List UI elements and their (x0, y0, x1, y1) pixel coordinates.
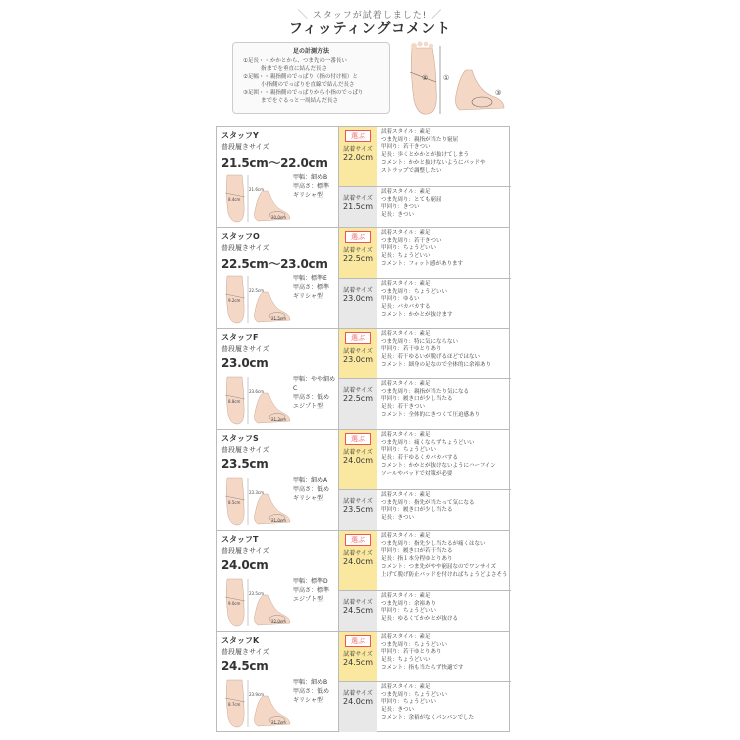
fitting-row (339, 430, 511, 490)
selected-size-cell (339, 632, 377, 681)
selected-size-cell (339, 531, 377, 590)
tried-size-label: 試着サイズ (343, 550, 373, 557)
foot-width: 甲幅：やや細めC (293, 376, 336, 392)
staff-section (216, 429, 510, 530)
pick-badge: 選ぶ (345, 534, 371, 546)
fitting-row (339, 379, 511, 429)
tried-size-cell (339, 187, 377, 227)
slash-left-icon: ＼ (297, 10, 309, 21)
tried-size-value: 23.5cm (342, 505, 373, 514)
staff-name: スタッフY (221, 131, 259, 140)
foot-type (293, 476, 329, 503)
tried-size-value: 24.0cm (342, 697, 373, 706)
foot-height: 甲高さ：標準 (293, 284, 330, 291)
fitting-comment: 試着スタイル：素足 つま先周り：ちょうどいい 甲回り：ちょうどいい 足長：きつい コメント：余裕がなくパンパンでした (381, 684, 475, 721)
foot-measurement-icon (221, 676, 291, 730)
measurement-guide (232, 40, 508, 120)
foot-type (293, 274, 329, 301)
measure-line: ①足長・・かかとから、つま先の一番長い (243, 58, 347, 64)
measure-line: までをぐるっと一周結んだ長さ (261, 98, 339, 104)
fitting-comment: 試着スタイル：素足 つま先周り：ちょうどいい 甲回り：若干ゆとりあり 足長：ちょうどいい コメント：指も当たらず快適です (381, 634, 464, 671)
foot-type (293, 678, 329, 705)
tried-size-value: 24.0cm (342, 456, 373, 465)
tried-size-value: 23.0cm (342, 355, 373, 364)
tried-size-label: 試着サイズ (343, 195, 373, 202)
selected-size-cell (339, 329, 377, 378)
tried-size-value: 24.5cm (342, 606, 373, 615)
foot-height: 甲高さ：低め (293, 486, 330, 493)
usual-size-label: 普段履きサイズ (221, 244, 270, 252)
slash-right-icon: ／ (431, 10, 443, 21)
fitting-row (339, 187, 511, 227)
width-dim: 8.4cm (228, 197, 241, 202)
fitting-row (339, 127, 511, 187)
tried-size-value: 22.5cm (342, 254, 373, 263)
girth-dim: 21.7cm (271, 720, 287, 725)
staff-profile (217, 329, 339, 429)
length-dim: 22.5cm (249, 288, 265, 293)
tried-size-cell (339, 279, 377, 328)
fitting-row (339, 591, 511, 631)
usual-size-label: 普段履きサイズ (221, 446, 270, 454)
foot-shape: ギリシャ型 (293, 495, 323, 502)
fitting-results (339, 329, 511, 429)
page-header (0, 0, 740, 40)
fitting-row (339, 228, 511, 279)
fitting-results (339, 127, 511, 227)
foot-measurement-icon (221, 373, 291, 427)
selected-size-cell (339, 430, 377, 489)
width-dim: 8.5cm (228, 500, 241, 505)
length-dim: 23.6cm (249, 389, 265, 394)
tried-size-label: 試着サイズ (343, 599, 373, 606)
fitting-results (339, 531, 511, 631)
measurement-title: 足の計測方法 (292, 48, 329, 55)
foot-height: 甲高さ：標準 (293, 183, 330, 190)
fitting-comment: 試着スタイル：素足 つま先周り：親指が当たり気になる 甲回り：履き口が少し当たる 足長：若干きつい コメント：全体的にきつくて圧迫感あり (381, 381, 481, 418)
measure-line: ②足幅・・親指側のでっぱり（指の付け根）と (243, 74, 358, 80)
foot-type (293, 173, 329, 200)
foot-width: 甲幅：細めB (293, 174, 328, 181)
pick-badge: 選ぶ (345, 231, 371, 243)
usual-size-label: 普段履きサイズ (221, 345, 270, 353)
length-dim: 23.5cm (249, 591, 265, 596)
tried-size-label: 試着サイズ (343, 146, 373, 153)
measure-line: 指までを垂直に結んだ長さ (261, 66, 328, 72)
width-dim: 8.8cm (228, 399, 241, 404)
tried-size-cell (339, 591, 377, 631)
pick-badge: 選ぶ (345, 130, 371, 142)
pick-badge: 選ぶ (345, 332, 371, 344)
tried-size-label: 試着サイズ (343, 348, 373, 355)
pick-badge: 選ぶ (345, 433, 371, 445)
staff-profile (217, 228, 339, 328)
usual-size-label: 普段履きサイズ (221, 547, 270, 555)
usual-size-value: 21.5cm〜22.0cm (221, 156, 328, 170)
header-subtitle: ＼ スタッフが試着しました! ／ (0, 6, 740, 21)
fitting-comment: 試着スタイル：素足 つま先周り：若干きつい 甲回り：ちょうどいい 足長：ちょうどいい コメント：フィット感があります (381, 230, 464, 267)
fitting-comment: 試着スタイル：素足 つま先周り：ちょうどいい 甲回り：ゆるい 足長：パカパカする コメント：かかとが抜けます (381, 281, 453, 318)
staff-name: スタッフK (221, 636, 260, 645)
usual-size-value: 24.0cm (221, 558, 269, 572)
fitting-table (216, 126, 510, 732)
staff-section (216, 227, 510, 328)
fitting-results (339, 430, 511, 530)
measure-line: 小指側のでっぱりを直線で結んだ長さ (261, 82, 355, 88)
staff-name: スタッフF (221, 333, 259, 342)
foot-type (293, 577, 329, 604)
foot-shape: ギリシャ型 (293, 293, 323, 300)
tried-size-label: 試着サイズ (343, 651, 373, 658)
usual-size-label: 普段履きサイズ (221, 648, 270, 656)
pick-badge: 選ぶ (345, 635, 371, 647)
girth-dim: 21.3cm (271, 417, 287, 422)
width-dim: 9.0cm (228, 601, 241, 606)
fitting-results (339, 228, 511, 328)
foot-height: 甲高さ：低め (293, 394, 330, 401)
staff-name: スタッフT (221, 535, 259, 544)
foot-diagram-icon (400, 40, 508, 120)
staff-profile (217, 632, 339, 731)
width-dim: 9.2cm (228, 298, 241, 303)
foot-measurement-icon (221, 171, 291, 225)
tried-size-value: 23.0cm (342, 294, 373, 303)
fitting-row (339, 279, 511, 328)
foot-height: 甲高さ：低め (293, 688, 330, 695)
usual-size-value: 23.0cm (221, 356, 269, 370)
fitting-comment: 試着スタイル：素足 つま先周り：痛くならずちょうどいい 甲回り：ちょうどいい 足長：若干ゆるくカパカパする コメント：かかとが抜けないようにハーフイン ソールやパッドで対策が必要 (381, 432, 496, 477)
tried-size-value: 24.5cm (342, 658, 373, 667)
tried-size-label: 試着サイズ (343, 247, 373, 254)
foot-measurement-icon (221, 575, 291, 629)
girth-dim: 21.5cm (271, 316, 287, 321)
tried-size-label: 試着サイズ (343, 449, 373, 456)
mark-2: ② (422, 74, 429, 82)
fitting-row (339, 632, 511, 682)
fitting-row (339, 682, 511, 732)
length-dim: 21.6cm (249, 187, 265, 192)
fitting-row (339, 490, 511, 530)
measure-line: ③足囲・・親指側のでっぱりから小指のでっぱり (243, 90, 364, 96)
selected-size-cell (339, 228, 377, 278)
tried-size-label: 試着サイズ (343, 387, 373, 394)
fitting-comment: 試着スタイル：素足 つま先周り：特に気にならない 甲回り：若干ゆとりあり 足長：若干ゆるいが脱げるほどではない コメント：細身の足なので全体的に余裕あり (381, 331, 492, 368)
foot-shape: エジプト型 (293, 403, 324, 410)
tried-size-cell (339, 490, 377, 530)
mark-3: ③ (495, 89, 502, 97)
usual-size-value: 23.5cm (221, 457, 269, 471)
fitting-row (339, 531, 511, 591)
tried-size-label: 試着サイズ (343, 287, 373, 294)
girth-dim: 20.0cm (271, 215, 287, 220)
fitting-comment: 試着スタイル：素足 つま先周り：指先少し当たるが痛くはない 甲回り：履き口が若干当たる 足長：指１本分程ゆとりあり コメント：つま先がやや窮屈なのでワンサイズ 上げて脱げ防止パッドを付ければちょうどよさそう (381, 533, 508, 578)
staff-section (216, 328, 510, 429)
tried-size-value: 22.5cm (342, 394, 373, 403)
foot-type (293, 375, 338, 411)
staff-section (216, 530, 510, 631)
usual-size-label: 普段履きサイズ (221, 143, 270, 151)
foot-shape: ギリシャ型 (293, 697, 323, 704)
foot-measurement-icon (221, 474, 291, 528)
fitting-results (339, 632, 511, 731)
staff-section (216, 631, 510, 732)
foot-width: 甲幅：細めB (293, 679, 328, 686)
measurement-instructions (232, 42, 390, 114)
foot-shape: エジプト型 (293, 596, 324, 603)
foot-width: 甲幅：標準E (293, 275, 327, 282)
page-title: フィッティングコメント (288, 21, 452, 37)
fitting-comment: 試着スタイル：素足 つま先周り：余裕あり 甲回り：ちょうどいい 足長：ゆるくてかかとが抜ける (381, 593, 459, 623)
tried-size-label: 試着サイズ (343, 498, 373, 505)
length-dim: 23.3cm (249, 490, 265, 495)
fitting-comment: 試着スタイル：素足 つま先周り：とても窮屈 甲回り：きつい 足長：きつい (381, 189, 442, 219)
tried-size-cell (339, 682, 377, 732)
foot-shape: ギリシャ型 (293, 192, 323, 199)
fitting-row (339, 329, 511, 379)
tried-size-label: 試着サイズ (343, 690, 373, 697)
width-dim: 8.7cm (228, 702, 241, 707)
foot-width: 甲幅：標準D (293, 578, 328, 585)
fitting-comment: 試着スタイル：素足 つま先周り：指先が当たって気になる 甲回り：履き口が少し当たる 足長：きつい (381, 492, 475, 522)
staff-name: スタッフO (221, 232, 260, 241)
foot-height: 甲高さ：標準 (293, 587, 330, 594)
staff-name: スタッフS (221, 434, 259, 443)
staff-section (216, 126, 510, 227)
staff-profile (217, 127, 339, 227)
selected-size-cell (339, 127, 377, 186)
fitting-comment: 試着スタイル：素足 つま先周り：親指が当たり窮屈 甲回り：若干きつい 足長：歩くとかかとが抜けてしまう コメント：かかと抜けないようにパッドや ストラップで調整したい (381, 129, 486, 174)
tried-size-cell (339, 379, 377, 429)
foot-width: 甲幅：細めA (293, 477, 328, 484)
tried-size-value: 21.5cm (342, 202, 373, 211)
usual-size-value: 22.5cm〜23.0cm (221, 257, 328, 271)
staff-profile (217, 531, 339, 631)
mark-1: ① (443, 74, 450, 82)
girth-dim: 22.0cm (271, 619, 287, 624)
tried-size-value: 24.0cm (342, 557, 373, 566)
girth-dim: 21.0cm (271, 518, 287, 523)
length-dim: 23.9cm (249, 692, 265, 697)
staff-profile (217, 430, 339, 530)
tried-size-value: 22.0cm (342, 153, 373, 162)
foot-measurement-icon (221, 272, 291, 326)
usual-size-value: 24.5cm (221, 659, 269, 673)
